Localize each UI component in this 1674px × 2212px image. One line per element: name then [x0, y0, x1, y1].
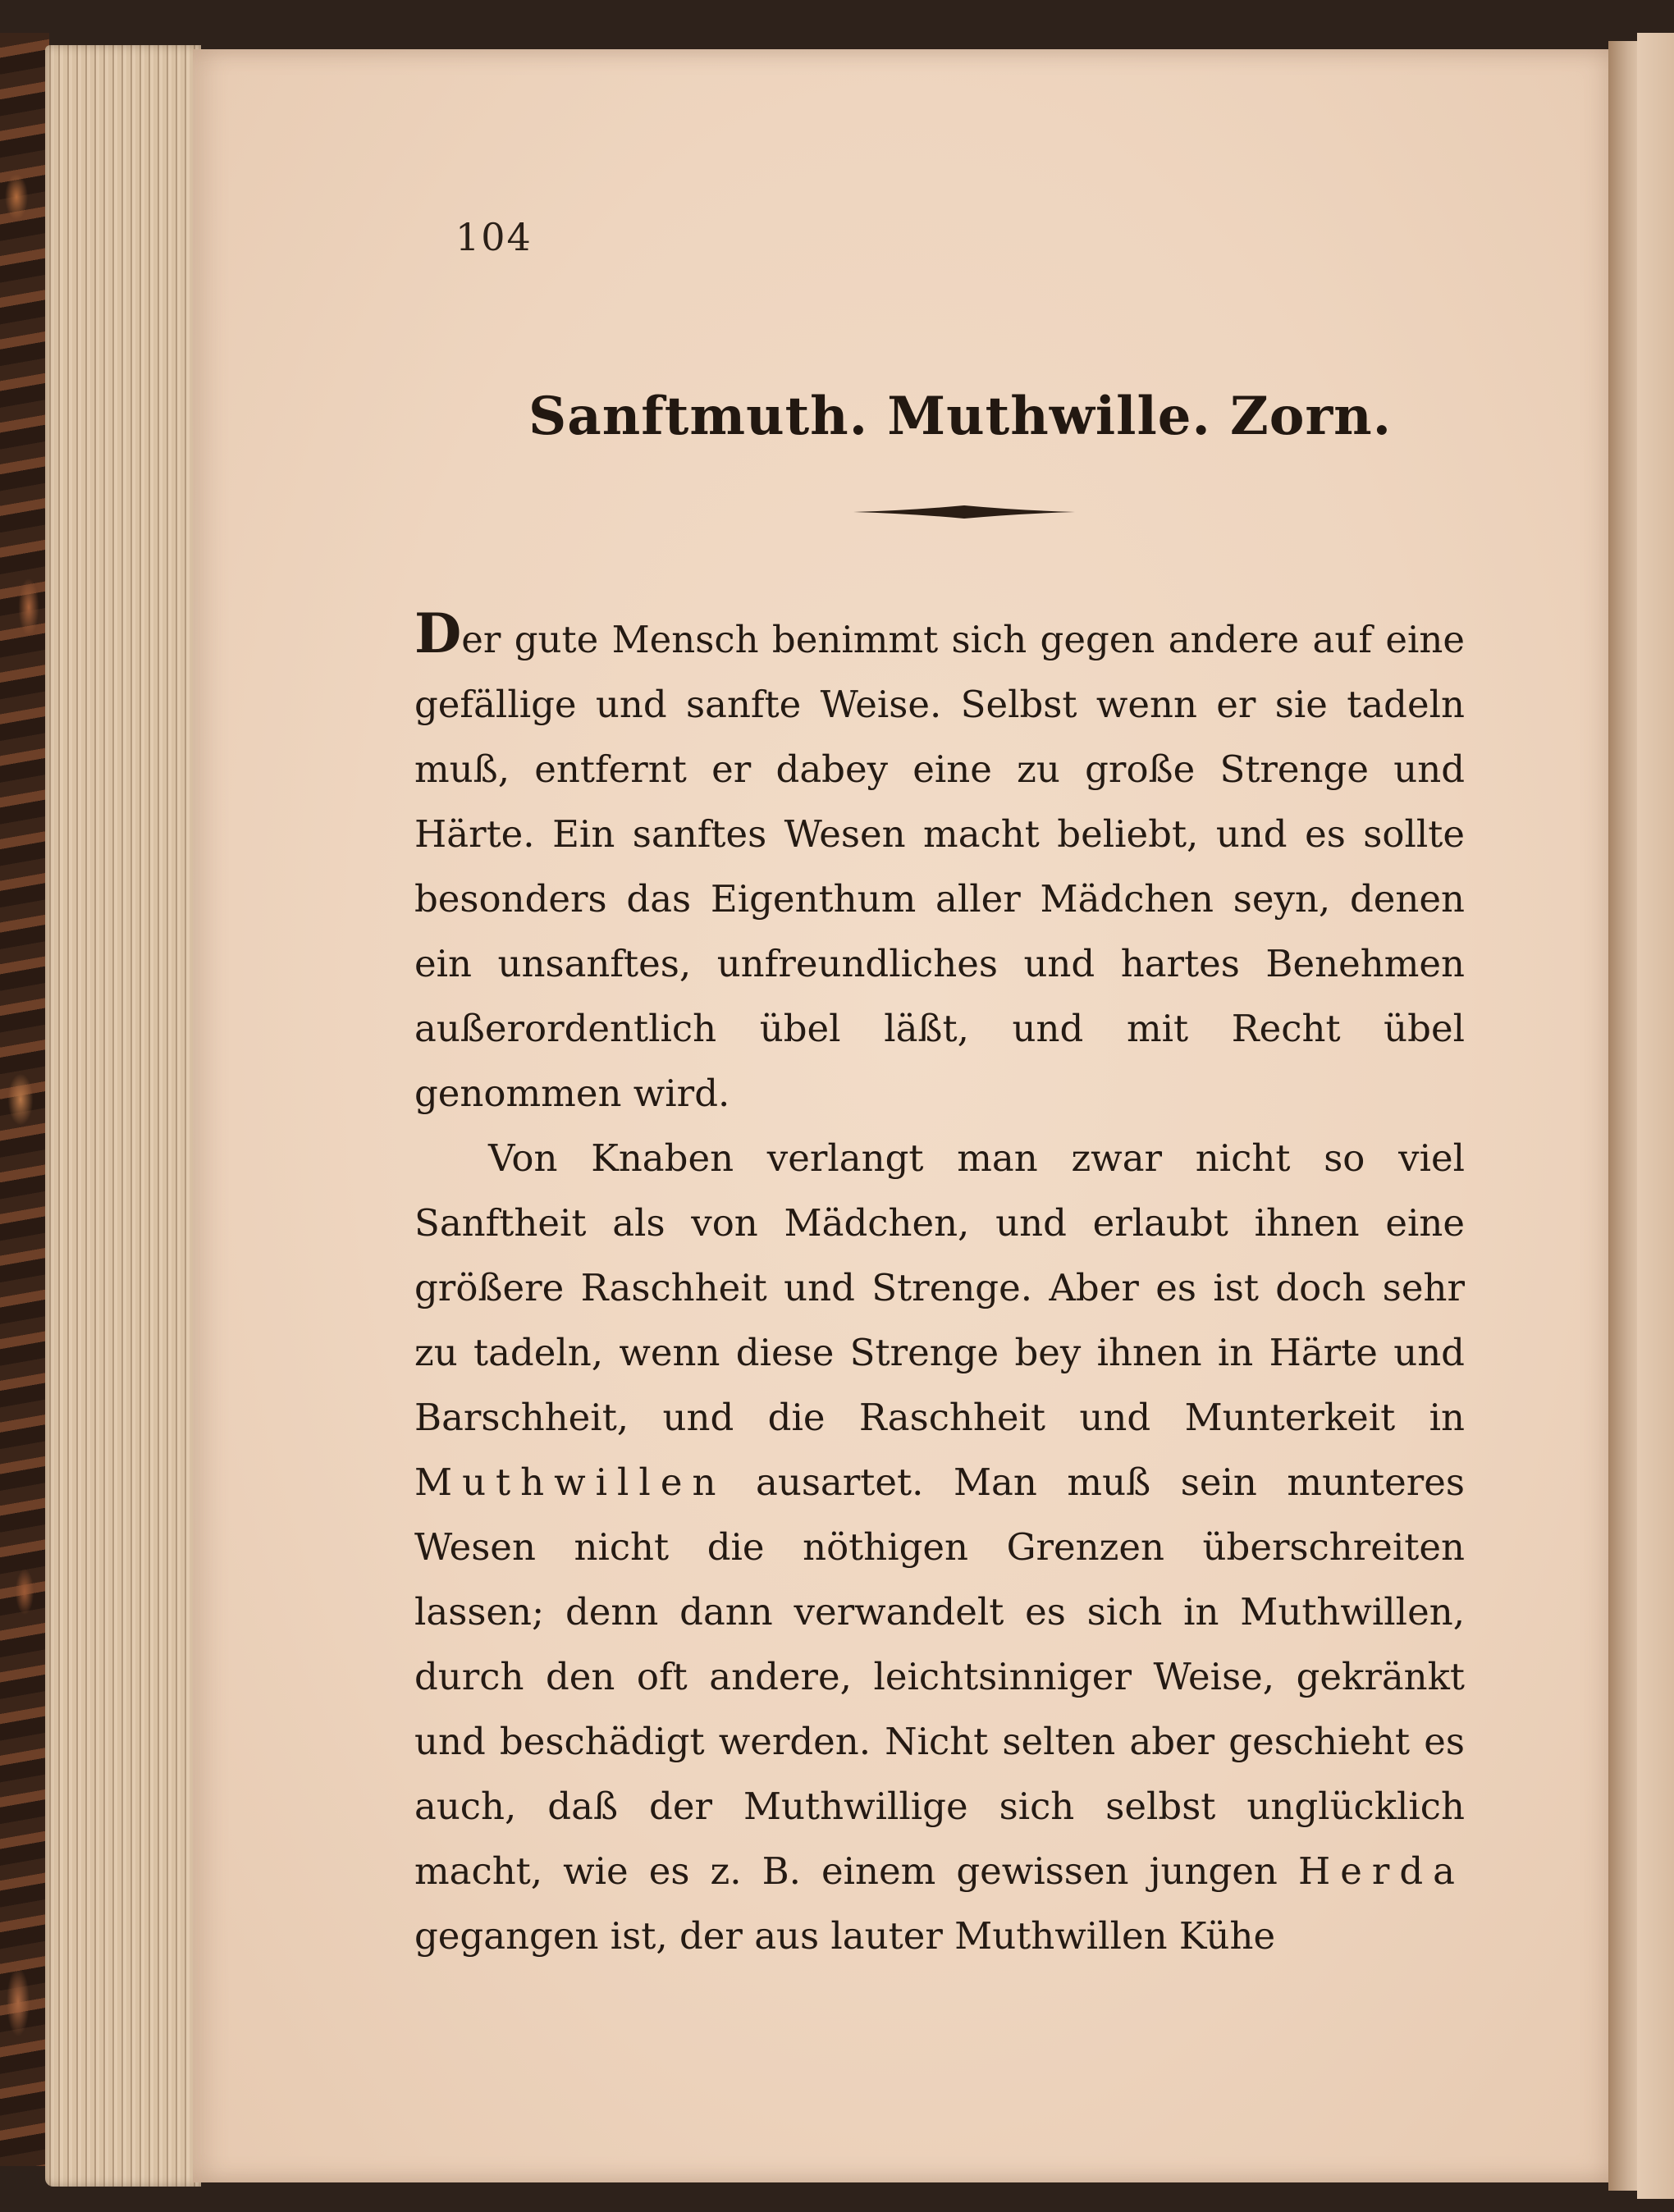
chapter-title: Sanftmuth. Muthwille. Zorn.	[528, 386, 1392, 447]
gutter-shadow	[1608, 41, 1641, 2191]
emphasis-herda: Herda	[1297, 1849, 1465, 1893]
facing-page-edge	[1637, 33, 1674, 2199]
paragraph-2-text-b: ausartet. Man muß sein munteres Wesen nicht die nöthigen Grenzen überschreiten lassen; denn dann verwandelt es sich in Muthwillen, durch den oft andere, leichtsinniger Weise, gekränkt und beschädigt werden. Nicht selten aber geschieht es auch, daß der Muthwillige sich selbst unglücklich macht, wie es z. B. einem gewissen jungen	[414, 1460, 1465, 1893]
paragraph-2-text-a: Von Knaben verlangt man zwar nicht so viel Sanftheit als von Mädchen, und erlaubt ihnen eine größere Raschheit und Strenge. Aber es ist doch sehr zu tadeln, wenn diese Strenge bey ihnen in Härte und Barschheit, und die Raschheit und Munterkeit in	[414, 1136, 1465, 1439]
initial-letter: D	[414, 601, 462, 665]
paragraph-2	[414, 1126, 1465, 1968]
paragraph-1	[414, 601, 1465, 1126]
marbled-cover	[0, 33, 49, 2166]
emphasis-muthwillen: Muthwillen	[414, 1460, 726, 1504]
body-text	[414, 601, 1465, 1968]
paragraph-2-text-c: gegangen ist, der aus lauter Muthwillen Kühe	[414, 1914, 1276, 1958]
title-ornament-rule	[853, 504, 1075, 520]
paragraph-1-text: er gute Mensch benimmt sich gegen andere auf eine gefällige und sanfte Weise. Selbst wenn er sie tadeln muß, entfernt er dabey eine zu große Strenge und Härte. Ein sanftes Wesen macht beliebt, und es sollte besonders das Eigenthum aller Mädchen seyn, denen ein unsanftes, unfreundliches und hartes Benehmen außerordentlich übel läßt, und mit Recht übel genommen wird.	[414, 618, 1465, 1115]
page-number: 104	[455, 215, 533, 259]
page-edges	[45, 45, 201, 2187]
